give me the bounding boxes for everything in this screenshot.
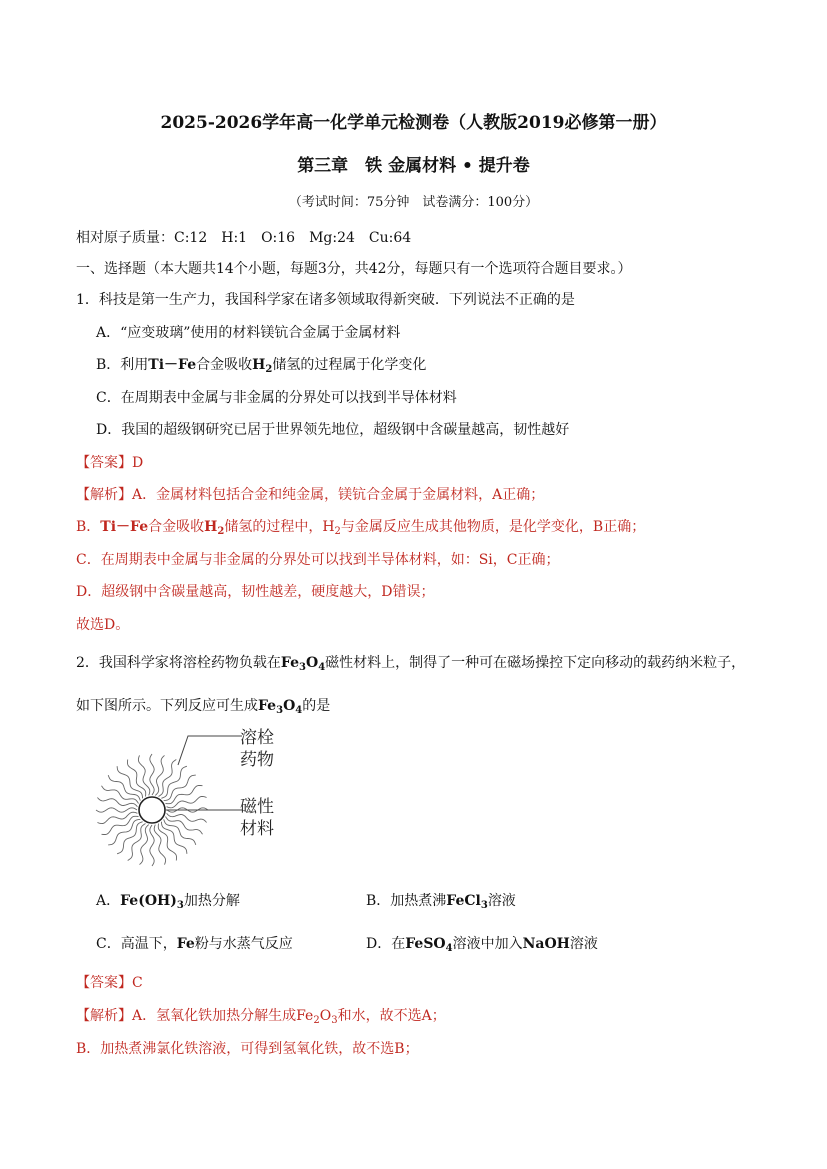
q1-option-d: D．我国的超级钢研究已居于世界领先地位，超级钢中含碳量越高，韧性越好 (96, 422, 570, 438)
label-material-line1: 磁性 (240, 797, 274, 817)
label-drug-line1: 溶栓 (240, 728, 274, 748)
q2-explanation-a: 【解析】A．氢氧化铁加热分解生成$Fe_2O_3$和水，故不选A； (76, 1008, 446, 1026)
drug-strand (164, 819, 196, 845)
q1-option-b: B．利用Ti－Fe合金吸收$H_2$储氢的过程属于化学变化 (96, 357, 427, 375)
nanoparticle-figure (92, 724, 302, 869)
atomic-masses: 相对原子质量：C:12 H:1 O:16 Mg:24 Cu:64 (76, 230, 412, 246)
drug-strand (150, 754, 154, 795)
q1-explanation-a: 【解析】A．金属材料包括合金和纯金属，镁钪合金属于金属材料，A正确； (76, 487, 545, 503)
q2-stem-line2: 如下图所示。下列反应可生成$Fe_3O_4$的是 (76, 698, 331, 716)
page-title: 2025-2026学年高一化学单元检测卷（人教版2019必修第一册） (160, 113, 667, 133)
q2-option-c: C．高温下，Fe粉与水蒸气反应 (96, 936, 293, 952)
q1-explanation-c: C．在周期表中金属与非金属的分界处可以找到半导体材料，如：Si，C正确； (76, 552, 560, 568)
exam-info: （考试时间：75分钟 试卷满分：100分） (288, 195, 539, 210)
q2-option-b: B．加热煮沸FeCl$_3$溶液 (366, 893, 516, 911)
label-drug-line2: 药物 (240, 750, 274, 770)
chapter-subtitle: 第三章 铁 金属材料 • 提升卷 (297, 156, 530, 176)
q1-explanation-d: D．超级钢中含碳量越高，韧性越差，硬度越大，D错误； (76, 584, 435, 600)
label-material-line2: 材料 (240, 819, 274, 839)
q2-option-a: A．$Fe(OH)_3$加热分解 (96, 893, 240, 911)
q2-option-d: D．在FeSO$_4$溶液中加入NaOH溶液 (366, 936, 598, 954)
drug-strand (161, 766, 187, 798)
magnetic-core (139, 797, 165, 823)
q1-option-a: A．“应变玻璃”使用的材料镁钪合金属于金属材料 (96, 325, 401, 341)
drug-strand (117, 822, 143, 854)
q1-conclusion: 故选D。 (76, 617, 130, 633)
q2-explanation-b: B．加热煮沸氯化铁溶液，可得到氢氧化铁，故不选B； (76, 1041, 419, 1057)
q2-answer: 【答案】C (76, 975, 143, 991)
q1-stem: 1．科技是第一生产力，我国科学家在诸多领域取得新突破．下列说法不正确的是 (76, 292, 575, 308)
q1-answer: 【答案】D (76, 455, 144, 471)
drug-strand (108, 775, 140, 801)
q1-option-c: C．在周期表中金属与非金属的分界处可以找到半导体材料 (96, 390, 457, 406)
drug-strand (96, 808, 137, 812)
q1-explanation-b: B．Ti－Fe合金吸收$H_2$储氢的过程中，$H_2$与金属反应生成其他物质，是化学变化，B正确； (76, 519, 646, 537)
drug-strand (150, 825, 154, 866)
q2-stem-line1: 2．我国科学家将溶栓药物负载在$Fe_3O_4$磁性材料上，制得了一种可在磁场操控下定向移动的载药纳米粒子， (76, 655, 746, 673)
section-heading: 一、选择题（本大题共14个小题，每题3分，共42分，每题只有一个选项符合题目要求。） (76, 261, 632, 277)
drug-leader-line (178, 736, 242, 765)
